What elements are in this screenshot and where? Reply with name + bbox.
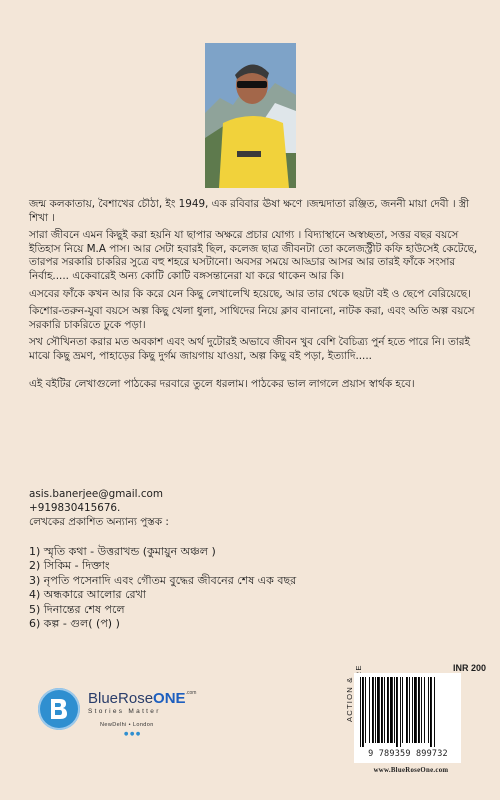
book-item: 6) কল্প - গুল( (প) ): [29, 617, 120, 631]
book-item: 4) অন্ধকারে আলোর রেখা: [29, 588, 146, 602]
publisher-logo: [38, 688, 228, 748]
publisher-tagline: Stories Matter: [88, 708, 161, 715]
publisher-cities: NewDelhi • London: [100, 722, 154, 728]
closing-paragraph: এই বইটির লেখাগুলো পাঠকের দরবারে তুলে ধরলাম। পাঠকের ভাল লাগলে প্রয়াস স্বার্থক হবে।: [29, 377, 415, 390]
phone-text: +919830415676.: [29, 501, 121, 514]
publisher-website: www.BlueRoseOne.com: [373, 767, 449, 774]
publisher-name: BlueRoseONE$^{.com}$: [88, 690, 197, 707]
social-icons: ● ● ●: [124, 731, 141, 737]
genre-label: ACTION &: [345, 676, 354, 722]
book-item: 3) নৃপতি পসেনাদি এবং গৌতম বুদ্ধের জীবনের শেষ এক বছর: [29, 573, 297, 587]
books-heading: লেখকের প্রকাশিত অন্যান্য পুস্তক :: [29, 516, 169, 529]
author-bio: [29, 198, 484, 395]
bio-paragraph: সখ সৌখিনতা করার মত অবকাশ এবং অর্থ দুটোরই অভাবে জীবন খুব বেশি বৈচিত্র্য পুর্ন হতে পারে নি। তারই মাঝে কিছু ভ্রমণ, পাহাড়ের কিছু দুর্গম জায়গায় যাওয়া, অল্প কিছু বই পড়া, ইত্যাদি.....: [29, 336, 470, 362]
bio-paragraph: জন্ম কলকাতায়, বৈশাখের চৌঠা, ইং 1949, এক রবিবার ঊষা ক্ষণে ।জন্মদাতা রঞ্জিত, জননী মায়া দেবী । স্ত্রী শিখা ।: [29, 198, 469, 224]
bio-paragraph: সারা জীবনে এমন কিছুই করা হয়নি যা ছাপার অক্ষরে প্রচার যোগ্য । বিদ্যাস্থানে অস্বচ্ছতা, সত্তর বছর বয়সে ইতিহাস নিয়ে M.A পাস। আর সেটা হবারই ছিল, কলেজ ছাত্র জীবনটা তো কলেজস্ট্রীট কফি হাউসেই কেটেছে, তারপর সরকারি চাকরির সুত্রে বহু শহরে ঘসটানো। অবসর সময়ে আড্ডার আসর আর তারই ফাঁকে সংসার নির্বাহ..... একেবারেই অন্য কোটি কোটি বঙ্গসন্তানেরা যা করে থাকেন আর কি।: [29, 229, 478, 282]
price-label: INR 200: [453, 663, 487, 673]
isbn-number: 9 789359 899732: [368, 749, 448, 759]
book-item: 1) স্মৃতি কথা - উত্তরাখন্ড (কুমায়ুন অঞ্চল ): [29, 545, 216, 558]
author-photo: [205, 43, 296, 188]
book-item: 5) দিনান্তের শেষ পলে: [29, 602, 125, 616]
bio-paragraph: কিশোর-তরুন-যুবা বয়সে অল্প কিছু খেলা ধুলা, সাথিদের নিয়ে ক্লাব বানানো, নাটক করা, এবং অতি অল্প বয়সে সরকারি চাকরিতে ঢুকে পড়া।: [29, 305, 475, 331]
email-text: asis.banerjee@gmail.com: [29, 488, 164, 500]
contact-block: [29, 488, 169, 530]
book-item: 2) সিকিম - দিক্তাং: [29, 559, 110, 573]
book-list: [29, 545, 296, 631]
publisher-emblem-icon: [38, 688, 80, 730]
bio-paragraph: এসবের ফাঁকে কখন আর কি করে যেন কিছু লেখালেখি হয়েছে, আর তার থেকে ছয়টা বই ও ছেপে বেরিয়েছে।: [29, 287, 471, 300]
